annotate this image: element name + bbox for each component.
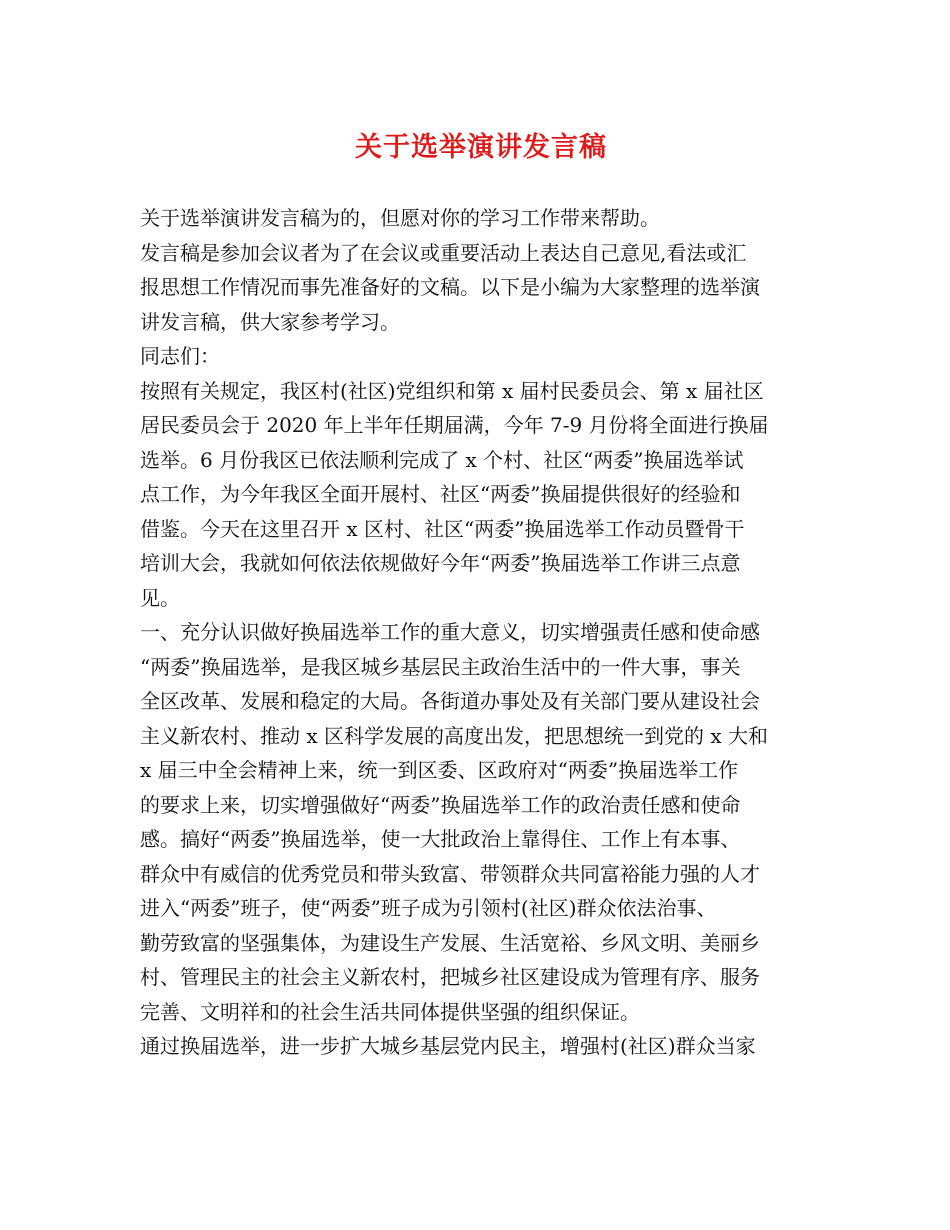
body-line: 居民委员会于 2020 年上半年任期届满，今年 7-9 月份将全面进行换届 — [140, 413, 769, 437]
body-line: 的要求上来，切实增强做好“两委”换届选举工作的政治责任感和使命 — [140, 792, 741, 817]
document-title: 关于选举演讲发言稿 — [355, 132, 607, 163]
body-line: 选举。6 月份我区已依法顺利完成了 x 个村、社区“两委”换届选举试 — [140, 447, 744, 472]
body-line: “两委”换届选举，是我区城乡基层民主政治生活中的一件大事，事关 — [140, 654, 741, 679]
body-line: 见。 — [140, 585, 180, 610]
body-line: 主义新农村、推动 x 区科学发展的高度出发，把思想统一到党的 x 大和 — [140, 723, 768, 748]
body-line: 讲发言稿，供大家参考学习。 — [140, 309, 400, 334]
body-line: 一、充分认识做好换届选举工作的重大意义，切实增强责任感和使命感 — [140, 620, 760, 644]
body-line: x 届三中全会精神上来，统一到区委、区政府对“两委”换届选举工作 — [140, 758, 739, 782]
body-line: 按照有关规定，我区村(社区)党组织和第 x 届村民委员会、第 x 届社区 — [140, 378, 764, 403]
body-line: 村、管理民主的社会主义新农村，把城乡社区建设成为管理有序、服务 — [140, 965, 760, 989]
body-line: 同志们： — [140, 344, 220, 368]
body-line: 发言稿是参加会议者为了在会议或重要活动上表达自己意见,看法或汇 — [140, 240, 747, 265]
body-line: 借鉴。今天在这里召开 x 区村、社区“两委”换届选举工作动员暨骨干 — [140, 516, 745, 541]
body-line: 点工作，为今年我区全面开展村、社区“两委”换届提供很好的经验和 — [140, 482, 741, 506]
body-line: 关于选举演讲发言稿为的，但愿对你的学习工作带来帮助。 — [140, 206, 660, 230]
body-line: 完善、文明祥和的社会生活共同体提供坚强的组织保证。 — [140, 999, 640, 1024]
body-line: 进入“两委”班子，使“两委”班子成为引领村(社区)群众依法治事、 — [140, 896, 717, 920]
body-line: 培训大会，我就如何依法依规做好今年“两委”换届选举工作讲三点意 — [140, 551, 741, 575]
document-body — [140, 201, 822, 1064]
body-line: 群众中有威信的优秀党员和带头致富、带领群众共同富裕能力强的人才 — [140, 861, 760, 886]
body-line: 报思想工作情况而事先准备好的文稿。以下是小编为大家整理的选举演 — [140, 275, 760, 299]
body-line: 通过换届选举，进一步扩大城乡基层党内民主，增强村(社区)群众当家 — [140, 1034, 756, 1058]
body-line: 感。搞好“两委”换届选举，使一大批政治上靠得住、工作上有本事、 — [140, 827, 741, 851]
body-line: 全区改革、发展和稳定的大局。各街道办事处及有关部门要从建设社会 — [140, 689, 760, 713]
body-line: 勤劳致富的坚强集体，为建设生产发展、生活宽裕、乡风文明、美丽乡 — [140, 930, 760, 955]
